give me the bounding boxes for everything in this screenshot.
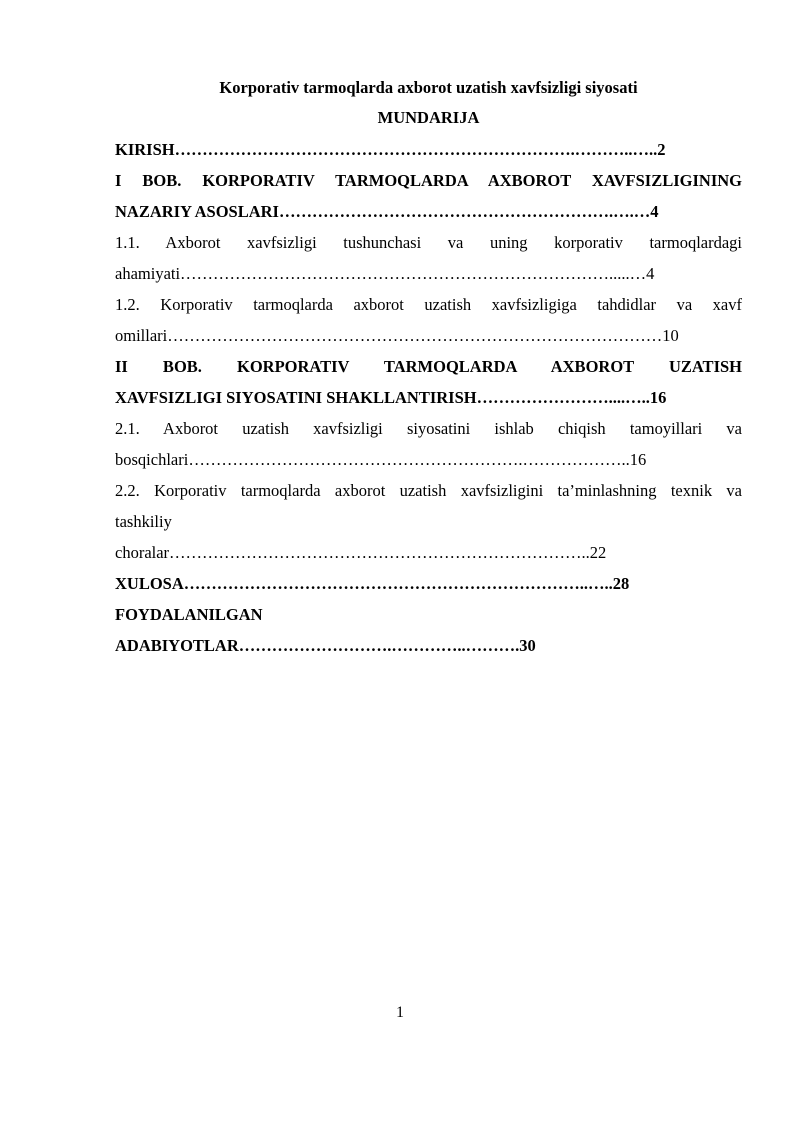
- document-title: Korporativ tarmoqlarda axborot uzatish xavfsizligi siyosati: [219, 78, 638, 97]
- toc-entry-1-2-line2: omillari………………………………………………………………………………10: [115, 326, 679, 345]
- toc-entry-bob2-line1: II BOB. KORPORATIV TARMOQLARDA AXBOROT UZATISH: [115, 357, 742, 376]
- page-number: 1: [396, 1004, 404, 1021]
- toc-entry-1-2-line1: 1.2. Korporativ tarmoqlarda axborot uzatish xavfsizligiga tahdidlar va xavf: [115, 295, 742, 314]
- toc-entry-bob1-line2: NAZARIY ASOSLARI…………………………………………………….….…4: [115, 202, 659, 221]
- toc-entry-adabiyotlar-line1: FOYDALANILGAN: [115, 605, 263, 624]
- toc-entry-adabiyotlar-line2: ADABIYOTLAR……………………….…………..……….30: [115, 636, 536, 655]
- toc-entry-1-1-line1: 1.1. Axborot xavfsizligi tushunchasi va uning korporativ tarmoqlardagi: [115, 233, 742, 252]
- toc-entry-bob1-line1: I BOB. KORPORATIV TARMOQLARDA AXBOROT XAVFSIZLIGINING: [115, 171, 742, 190]
- toc-entry-kirish: KIRISH……………………………………………………………….………..…..2: [115, 140, 666, 159]
- toc-entry-2-2-line1: 2.2. Korporativ tarmoqlarda axborot uzatish xavfsizligini ta’minlashning texnik va: [115, 481, 742, 500]
- toc-entry-1-1-line2: ahamiyati…………………………………………………………………….....…4: [115, 264, 655, 283]
- table-of-contents: [115, 74, 742, 661]
- contents-heading: MUNDARIJA: [377, 108, 480, 127]
- toc-entry-2-2-line3: choralar…………………………………………………………………..22: [115, 543, 607, 562]
- toc-entry-2-1-line1: 2.1. Axborot uzatish xavfsizligi siyosatini ishlab chiqish tamoyillari va: [115, 419, 742, 438]
- toc-entry-bob2-line2: XAVFSIZLIGI SIYOSATINI SHAKLLANTIRISH……………………....…..16: [115, 388, 667, 407]
- toc-entry-2-1-line2: bosqichlari…………………………………………………….………………..16: [115, 450, 647, 469]
- toc-entry-2-2-line2: tashkiliy: [115, 512, 172, 531]
- toc-entry-xulosa: XULOSA………………………………………………………………..…..28: [115, 574, 630, 593]
